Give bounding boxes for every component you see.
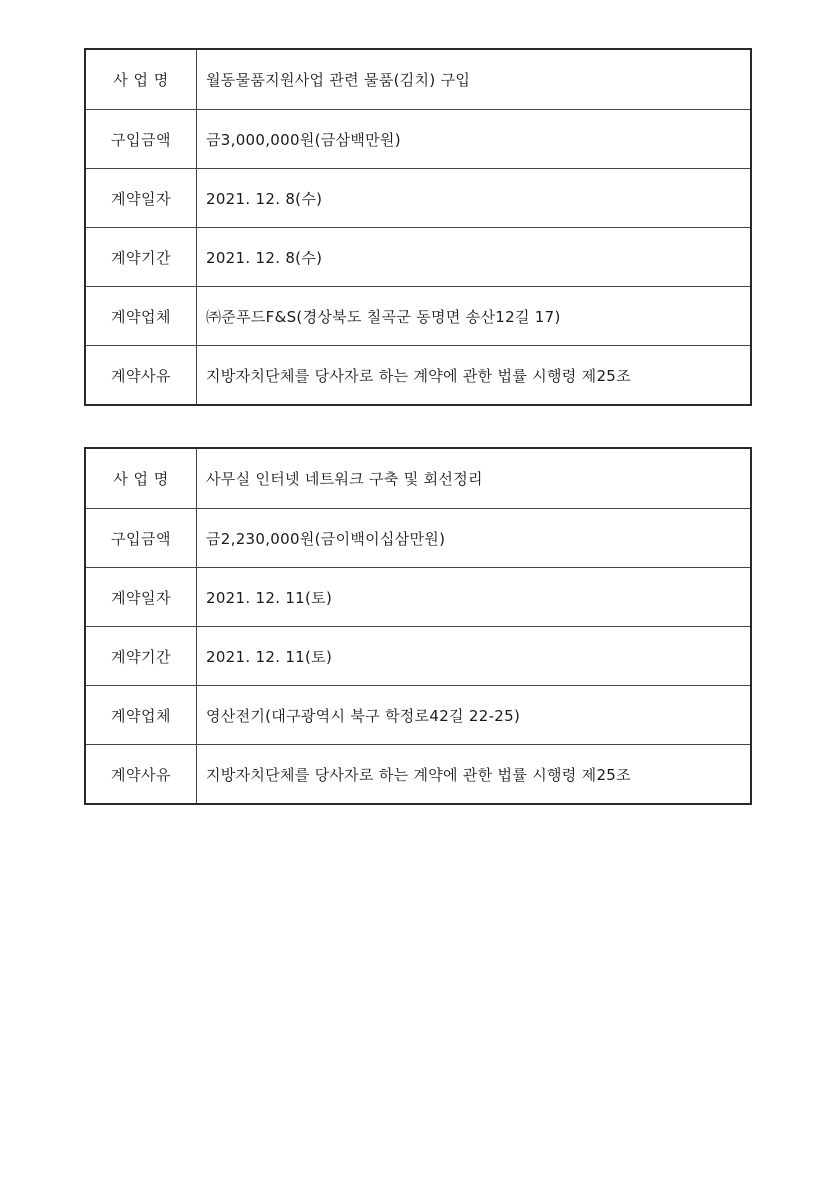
row-value-contractor: ㈜준푸드F&S(경상북도 칠곡군 동명면 송산12길 17) — [197, 287, 752, 346]
row-value-contract-period: 2021. 12. 8(수) — [197, 228, 752, 287]
contract-table-2 — [84, 447, 752, 805]
row-label-contract-period: 계약기간 — [85, 627, 197, 686]
row-label-purchase-amount: 구입금액 — [85, 509, 197, 568]
row-value-contract-date: 2021. 12. 11(토) — [197, 568, 752, 627]
table-row — [85, 49, 751, 110]
table-row — [85, 346, 751, 406]
row-label-contract-reason: 계약사유 — [85, 346, 197, 406]
row-value-contract-date: 2021. 12. 8(수) — [197, 169, 752, 228]
table-row — [85, 228, 751, 287]
row-value-purchase-amount: 금3,000,000원(금삼백만원) — [197, 110, 752, 169]
row-label-project-name: 사 업 명 — [85, 448, 197, 509]
contract-table-1 — [84, 48, 752, 406]
table-row — [85, 568, 751, 627]
row-value-project-name: 월동물품지원사업 관련 물품(김치) 구입 — [197, 49, 752, 110]
table-row — [85, 686, 751, 745]
table-row — [85, 287, 751, 346]
row-label-contract-date: 계약일자 — [85, 169, 197, 228]
row-label-contract-period: 계약기간 — [85, 228, 197, 287]
row-value-purchase-amount: 금2,230,000원(금이백이십삼만원) — [197, 509, 752, 568]
row-label-contractor: 계약업체 — [85, 287, 197, 346]
table-row — [85, 448, 751, 509]
table-row — [85, 169, 751, 228]
table-row — [85, 509, 751, 568]
row-value-contract-reason: 지방자치단체를 당사자로 하는 계약에 관한 법률 시행령 제25조 — [197, 745, 752, 805]
row-label-contractor: 계약업체 — [85, 686, 197, 745]
row-value-project-name: 사무실 인터넷 네트워크 구축 및 회선정리 — [197, 448, 752, 509]
table-row — [85, 627, 751, 686]
row-label-contract-reason: 계약사유 — [85, 745, 197, 805]
row-label-project-name: 사 업 명 — [85, 49, 197, 110]
row-value-contract-reason: 지방자치단체를 당사자로 하는 계약에 관한 법률 시행령 제25조 — [197, 346, 752, 406]
row-label-contract-date: 계약일자 — [85, 568, 197, 627]
row-value-contract-period: 2021. 12. 11(토) — [197, 627, 752, 686]
row-label-purchase-amount: 구입금액 — [85, 110, 197, 169]
row-value-contractor: 영산전기(대구광역시 북구 학정로42길 22-25) — [197, 686, 752, 745]
table-row — [85, 745, 751, 805]
table-row — [85, 110, 751, 169]
